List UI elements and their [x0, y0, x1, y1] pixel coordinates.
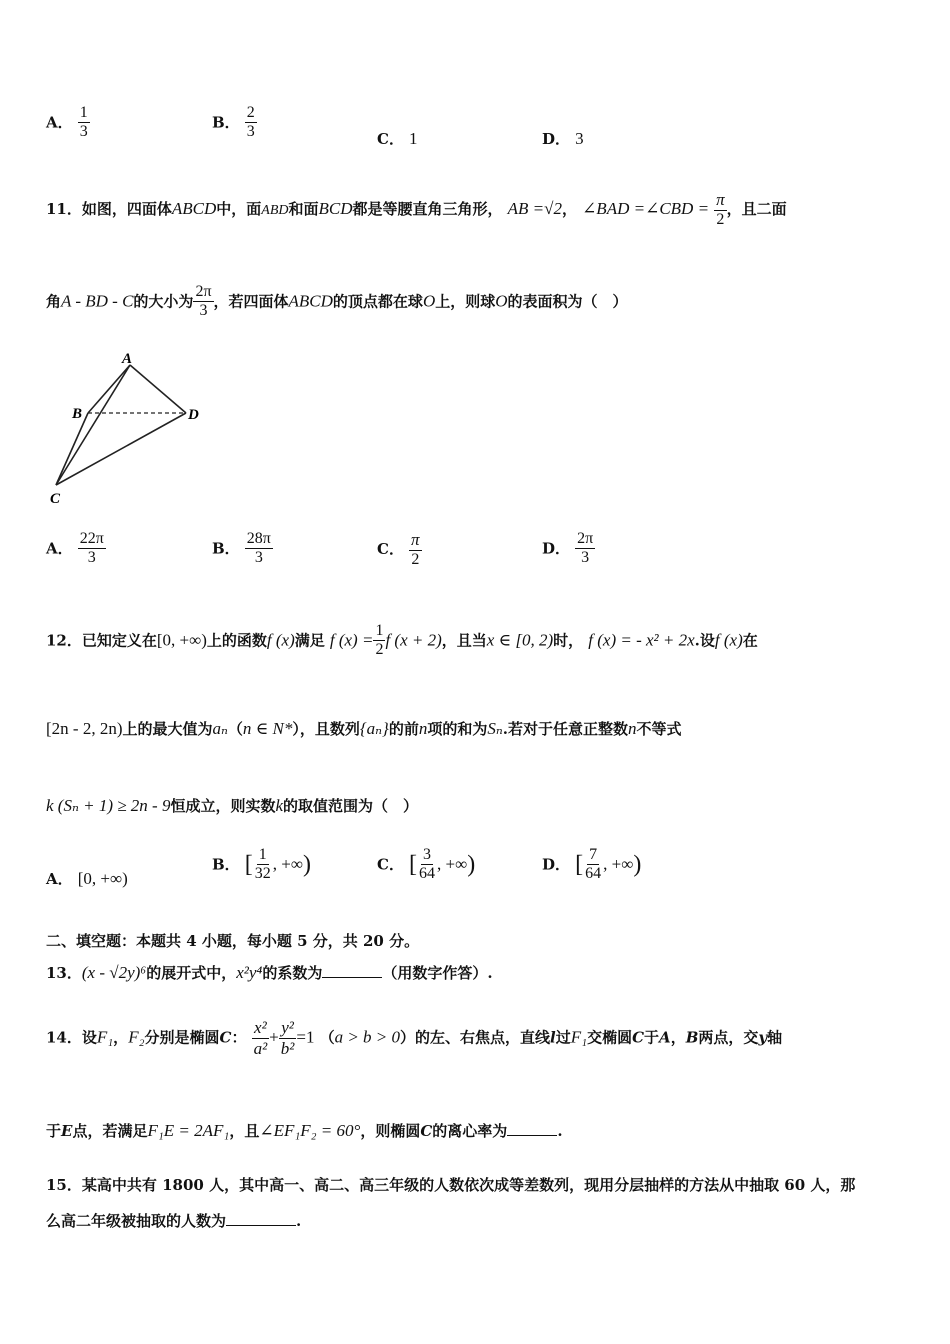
q12-option-c: C． [ $\frac{3}{64}$ , +∞): [377, 846, 476, 883]
edge-ab: [88, 365, 130, 413]
fraction: $\frac{2}{3}$: [246, 104, 255, 141]
inequality: k (Sₙ + 1) ≥ 2n - 9: [46, 796, 171, 815]
q12-line2: [2n - 2, 2n)上的最大值为aₙ（n ∈ N*），且数列{aₙ}的前n项的和为Sₙ.若对于任意正整数n不等式: [46, 719, 682, 738]
edge-bc: [56, 413, 88, 485]
label-c: C: [50, 491, 61, 507]
q10-option-a: [46, 104, 90, 142]
edge-ac: [56, 365, 130, 485]
answer-blank: [226, 1211, 296, 1226]
binomial-expression: (x - √2y)⁶: [81, 963, 147, 982]
option-letter: D．: [542, 130, 571, 148]
label-a: A: [122, 351, 133, 367]
tetrahedron-figure: [40, 345, 220, 510]
q13: 13．(x - √2y)⁶的展开式中，x²y⁴的系数为 （用数字作答）.: [46, 963, 493, 982]
q10-option-b: [212, 104, 257, 142]
q11-option-c: C． $\frac{\pi}{2}$: [377, 530, 420, 568]
q12-line3: k (Sₙ + 1) ≥ 2n - 9恒成立，则实数k的取值范围为（ ）: [46, 796, 419, 815]
q12-option-b: B． [ $\frac{1}{32}$ , +∞): [212, 846, 311, 883]
q11-option-b: B． $\frac{28\pi}{3}$: [212, 530, 271, 567]
fraction: $\frac{1}{32}$: [254, 846, 271, 883]
option-value: 1: [409, 129, 418, 148]
answer-blank: [507, 1121, 557, 1136]
q12-line1: 12．已知定义在[0, +∞)上的函数f (x)满足 f (x) = $\frac{1}{2}$ f (x + 2)，且当x ∈ [0, 2)时， f (x) = - x² + 2x.设f (x)在: [46, 622, 758, 659]
fraction: $\frac{\text{y²}}{\text{b²}}$: [280, 1018, 295, 1058]
angle-condition: ∠EF₁F₂ = 60°: [259, 1121, 361, 1140]
fraction: $\frac{3}{64}$: [419, 846, 436, 883]
label-d: D: [188, 407, 199, 423]
dihedral-angle: A - BD - C: [61, 291, 134, 311]
fraction: $\frac{7}{64}$: [585, 846, 602, 883]
q15-line2: 么高二年级被抽取的人数为 .: [46, 1212, 302, 1230]
q10-option-d: [542, 128, 584, 149]
q15-line1: 15．某高中共有 1800 人，其中高一、高二、高三年级的人数依次成等差数列，现用分层抽样的方法从中抽取 60 人，那: [46, 1176, 856, 1194]
option-value: 3: [575, 129, 584, 148]
q12-option-d: D． [ $\frac{7}{64}$ , +∞): [542, 846, 642, 883]
section-heading: 二、填空题：本题共 4 小题，每小题 5 分，共 20 分。: [46, 932, 420, 950]
label-b: B: [72, 406, 83, 422]
ab-equation: AB =√2: [507, 198, 562, 218]
option-letter: A．: [46, 113, 73, 132]
fraction: $\frac{2\pi}{3}$: [577, 530, 594, 567]
fraction: $\frac{22\pi}{3}$: [79, 530, 104, 567]
q11-line1: 11．如图，四面体ABCD中，面ABD和面BCD都是等腰直角三角形， AB =√2， ∠BAD =∠CBD = $\frac{\pi}{2}$ ，且二面: [46, 190, 787, 228]
fraction: $\frac{1}{2}$: [375, 622, 384, 659]
fraction: $\frac{28\pi}{3}$: [246, 530, 271, 567]
edge-ad: [130, 365, 186, 413]
fraction: $\frac{1}{3}$: [79, 104, 88, 141]
edge-cd: [56, 413, 186, 485]
angle-equation: ∠BAD =∠CBD =: [582, 198, 710, 218]
fraction: $\frac{2\pi}{3}$: [195, 283, 212, 320]
fraction: $\frac{\pi}{2}$: [716, 190, 725, 228]
option-letter: B．: [212, 113, 240, 132]
vector-condition: F₁E = 2AF₁: [147, 1121, 230, 1140]
q11-line2: 角A - BD - C的大小为 $\frac{2\pi}{3}$ ，若四面体ABCD的顶点都在球O上，则球O的表面积为（ ）: [46, 283, 628, 320]
option-letter: C．: [377, 130, 404, 148]
q14-line2: 于E点，若满足F₁E = 2AF₁，且∠EF₁F₂ = 60°，则椭圆C的离心率为 .: [46, 1121, 563, 1140]
answer-blank: [322, 963, 382, 978]
q14-line1: 14．设F₁，F₂分别是椭圆C： $\frac{\text{x²}}{\text{a²}}$ + $\frac{\text{y²}}{\text{b²}}$ =1 （a > b > 0）的左、右焦点，直线l过F₁交椭圆C于A，B两点，交y轴: [46, 1018, 783, 1058]
q12-option-a: A． [0, +∞): [46, 869, 128, 888]
q11-option-a: A． $\frac{22\pi}{3}$: [46, 530, 104, 567]
fraction: $\frac{\pi}{2}$: [411, 530, 420, 568]
q10-option-c: [377, 128, 418, 149]
fraction: $\frac{\text{x²}}{\text{a²}}$: [253, 1018, 268, 1058]
q11-option-d: D． $\frac{2\pi}{3}$: [542, 530, 594, 567]
